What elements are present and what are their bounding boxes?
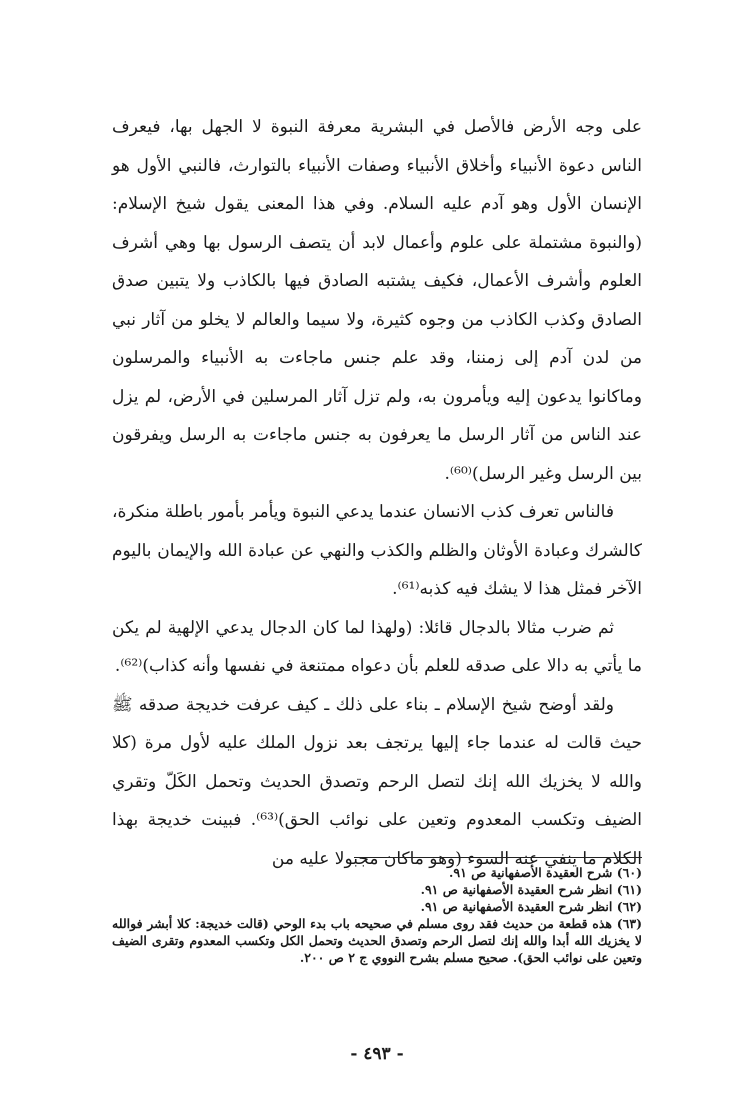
footnote-divider [354,857,642,858]
page-number: - ٤٩٣ - [350,1044,404,1064]
footnote-61: (٦١) انظر شرح العقيدة الأصفهانية ص ٩١. [420,882,642,897]
footnote-62: (٦٢) انظر شرح العقيدة الأصفهانية ص ٩١. [420,899,642,914]
main-text [112,108,642,878]
footnote-60: (٦٠) شرح العقيدة الأصفهانية ص ٩١. [449,865,642,880]
footnote-63: (٦٣) هذه قطعة من حديث فقد روى مسلم في صحيحه باب بدء الوحي (قالت خديجة: كلا أبشر فوالله لا يخزيك الله أبدا والله إنك لتصل الرحم وتصدق الحديث وتحمل الكل وتكسب المعدوم وتقرى الضيف وتعين على نوائب الحق). صحيح مسلم بشرح النووي ج ٢ ص ٢٠٠. [112,916,642,965]
paragraph-1: على وجه الأرض فالأصل في البشرية معرفة النبوة لا الجهل بها، فيعرف الناس دعوة الأنبياء وأخلاق الأنبياء وصفات الأنبياء بالتوارث، فالنبي الأول هو الإنسان الأول وهو آدم عليه السلام. وفي هذا المعنى يقول شيخ الإسلام: (والنبوة مشتملة على علوم وأعمال لابد أن يتصف الرسول بها وهي أشرف العلوم وأشرف الأعمال، فكيف يشتبه الصادق فيها بالكاذب ولا يتبين صدق الصادق وكذب الكاذب من وجوه كثيرة، ولا سيما والعالم لا يخلو من آثار نبي من لدن آدم إلى زمننا، وقد علم جنس ماجاءت به الأنبياء والمرسلون وماكانوا يدعون إليه ويأمرون به، ولم تزل آثار المرسلين في الأرض، لم يزل عند الناس من آثار الرسل ما يعرفون به جنس ماجاءت به الرسل ويفرقون بين الرسل وغير الرسل)⁽⁶⁰⁾. [112,117,642,484]
footnotes [112,864,642,966]
paragraph-4: ولقد أوضح شيخ الإسلام ـ بناء على ذلك ـ كيف عرفت خديجة صدقه ﷺ حيث قالت له عندما جاء إليها يرتجف بعد نزول الملك عليه لأول مرة (كلا والله لا يخزيك الله إنك لتصل الرحم وتصدق الحديث وتحمل الكَلّ وتقري الضيف وتكسب المعدوم وتعين على نوائب الحق)⁽⁶³⁾. فبينت خديجة بهذا الكلام ما ينفي عنه السوء (وهو ماكان مجبولا عليه من [112,694,643,869]
paragraph-2: فالناس تعرف كذب الانسان عندما يدعي النبوة ويأمر بأمور باطلة منكرة، كالشرك وعبادة الأوثان والظلم والكذب والنهي عن عبادة الله والإيمان باليوم الآخر فمثل هذا لا يشك فيه كذبه⁽⁶¹⁾. [112,502,642,599]
paragraph-3: ثم ضرب مثالا بالدجال قائلا: (ولهذا لما كان الدجال يدعي الإلهية لم يكن ما يأتي به دالا على صدقه للعلم بأن دعواه ممتنعة في نفسها وأنه كذاب)⁽⁶²⁾. [112,617,642,676]
